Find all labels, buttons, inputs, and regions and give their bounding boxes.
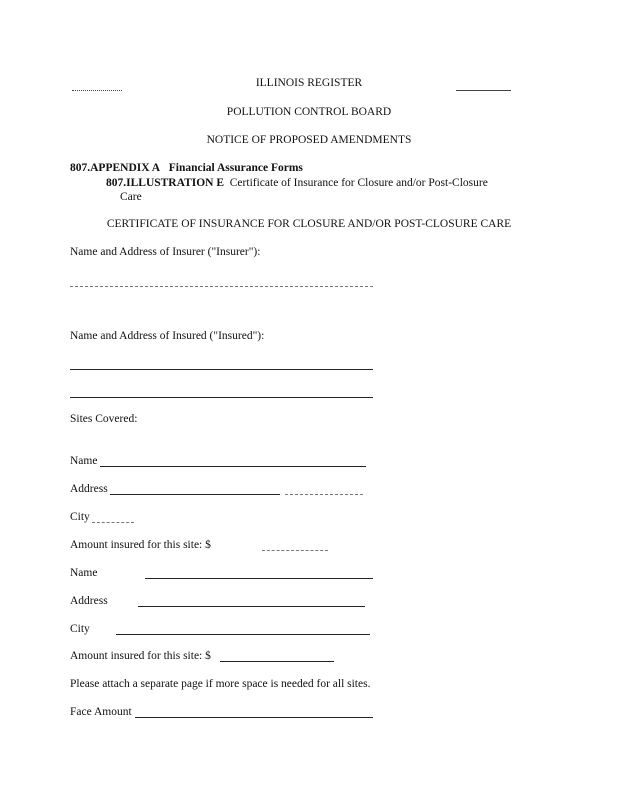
site2-address-field[interactable] — [138, 606, 365, 607]
face-amount-field[interactable] — [135, 717, 373, 718]
site1-city-field[interactable] — [92, 522, 134, 523]
site1-name-field[interactable] — [100, 466, 366, 467]
board-title: POLLUTION CONTROL BOARD — [226, 106, 392, 118]
site2-city-label: City — [70, 623, 90, 635]
site2-name-field[interactable] — [145, 578, 373, 579]
site2-amount-label: Amount insured for this site: $ — [70, 650, 211, 662]
header-left-mark — [72, 90, 122, 91]
appendix-title: Financial Assurance Forms — [168, 162, 303, 174]
illustration-title: Certificate of Insurance for Closure and/or Post-Closure — [229, 177, 488, 189]
site2-name-label: Name — [70, 567, 98, 579]
site1-address-field[interactable] — [110, 494, 280, 495]
attach-note: Please attach a separate page if more space is needed for all sites. — [70, 678, 371, 690]
appendix-heading — [70, 162, 303, 174]
site2-amount-field[interactable] — [220, 661, 334, 662]
register-title: ILLINOIS REGISTER — [255, 77, 363, 89]
site1-amount-label: Amount insured for this site: $ — [70, 539, 211, 551]
site2-address-label: Address — [70, 595, 108, 607]
header-right-mark — [456, 90, 511, 91]
insurer-line[interactable] — [70, 286, 373, 287]
notice-title: NOTICE OF PROPOSED AMENDMENTS — [206, 134, 412, 146]
illustration-heading — [106, 177, 488, 189]
insured-line-2[interactable] — [70, 397, 373, 398]
face-amount-label: Face Amount — [70, 706, 132, 718]
site2-city-field[interactable] — [116, 634, 370, 635]
certificate-title: CERTIFICATE OF INSURANCE FOR CLOSURE AND/OR POST-CLOSURE CARE — [106, 218, 512, 230]
site1-city-label: City — [70, 511, 90, 523]
site1-address-label: Address — [70, 483, 108, 495]
sites-label: Sites Covered: — [70, 413, 138, 425]
site1-address-field-cont[interactable] — [285, 494, 363, 495]
illustration-number: 807.ILLUSTRATION E — [106, 177, 225, 189]
site1-name-label: Name — [70, 455, 98, 467]
insured-label: Name and Address of Insured ("Insured"): — [70, 330, 265, 342]
insurer-label: Name and Address of Insurer ("Insurer"): — [70, 246, 261, 258]
insured-line-1[interactable] — [70, 369, 373, 370]
illustration-title-cont: Care — [120, 191, 142, 203]
site1-amount-field[interactable] — [262, 550, 328, 551]
appendix-number: 807.APPENDIX A — [70, 162, 161, 174]
